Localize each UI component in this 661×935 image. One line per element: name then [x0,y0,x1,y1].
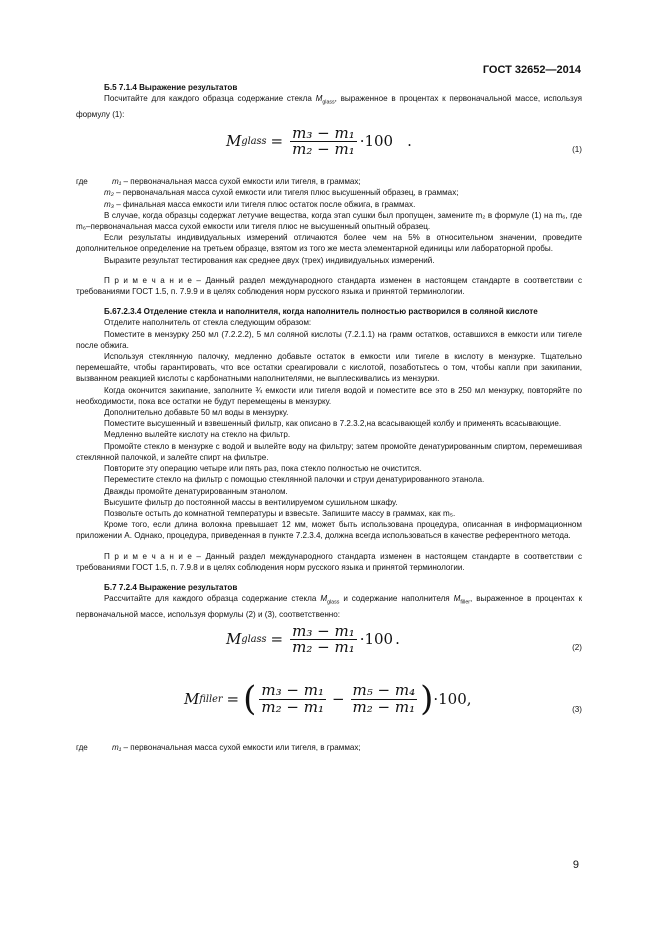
formula-2-number: (2) [572,643,582,653]
definition-m2: m₂ – первоначальная масса сухой емкости или тигеля плюс высушенный образец, в граммах; [104,188,459,198]
b6-paragraph: Поместите в мензурку 250 мл (7.2.2.2), 5 мл соляной кислоты (7.2.1.1) на грамм остатков, оставшихся в емкости или тигеле после обжига. [76,329,582,350]
formula-3-number: (3) [572,705,582,715]
section-b6-title: Б.67.2.3.4 Отделение стекла и наполнителя, когда наполнитель полностью растворился в соляной кислоте [104,307,538,317]
paragraph-deviation: Если результаты индивидуальных измерений отличаются более чем на 5% в относительном значении, проведите дополнительное определение на третьем образце, взятом из того же места элементарной единицы или лабораторной пробы. [76,233,582,254]
b6-paragraph: Промойте стекло в мензурке с водой и вылейте воду на фильтру; затем промойте денатурированным спиртом, перемешивая стеклянной палочкой, и залейте спирт на фильтре. [76,441,582,462]
definition-m1-b7: m₁ – первоначальная масса сухой емкости или тигеля, в граммах; [112,743,361,753]
b6-paragraph: Используя стеклянную палочку, медленно добавьте остаток в емкости или тигеле в кислоту в мензурке. Тщательно перемешайте, чтобы гарантировать, что все остатки среагировали с кислотой, позаботьтесь о том, чтобы капли при закипании, вызванном реакцией кислоты с карбонатными наполнителями, не выплескивались из мензурки. [76,352,582,384]
definition-m1: m₁ – первоначальная масса сухой емкости или тигеля, в граммах; [112,177,361,187]
paragraph-volatile: В случае, когда образцы содержат летучие вещества, когда этап сушки был пропущен, замените m₂ в формуле (1) на m₆, где m₆–первоначальная масса сухой емкости или тигеля плюс не высушенный опытный образец. [76,210,582,232]
b6-paragraph: Дважды промойте денатурированным этанолом. [104,486,288,496]
b6-paragraph: Поместите высушенный и взвешенный фильтр, как описано в 7.2.3.2,на всасывающей колбу и применять всасывающие. [104,419,562,429]
definitions-block-b7: где m₁ – первоначальная масса сухой емкости или тигеля, в граммах; [76,743,361,753]
page-content [76,82,582,753]
definition-m3: m₃ – финальная масса емкости или тигеля плюс остаток после обжига, в граммах. [104,199,416,209]
paragraph-average: Выразите результат тестирования как среднее двух (трех) индивидуальных измерений. [104,255,435,265]
b6-paragraph: Повторите эту операцию четыре или пять раз, пока стекло полностью не очистится. [104,464,422,474]
section-b5-intro: Посчитайте для каждого образца содержание стекла $M_{glass}$, выраженное в процентах к первоначальной массе, используя формулу (1): [76,94,582,120]
page-number: 9 [572,859,579,871]
b6-paragraph: Когда окончится закипание, заполните ¾ емкости или тигеля водой и поместите все это в 250 мл мензурку, повторяйте по необходимости, пока все остатки не будут перемещены в мензурку. [76,385,582,406]
section-b7-title: Б.7 7.2.4 Выражение результатов [104,582,238,592]
b6-paragraph: Переместите стекло на фильтр с помощью стеклянной палочки и струи денатурированного этанола. [104,475,485,485]
b6-paragraph: Высушите фильтр до постоянной массы в вентилируемом сушильном шкафу. [104,497,398,507]
section-b5-title: Б.5 7.1.4 Выражение результатов [104,83,238,92]
formula-2: M glass = $\frac{\text{m₃ − m₁}}{\text{m₂ − m₁}}$ ·100 . (2) [226,622,582,657]
formula-3-fraction-1: $\frac{\text{m₃ − m₁}}{\text{m₂ − m₁}}$ [261,681,324,716]
definitions-block: где m₁ – первоначальная масса сухой емкости или тигеля, в граммах; [76,177,361,187]
b6-paragraph: Дополнительно добавьте 50 мл воды в мензурку. [104,408,289,418]
formula-1-fraction: $\frac{\text{m₃ − m₁}}{\text{m₂ − m₁}}$ [292,124,355,159]
section-b7-intro: Рассчитайте для каждого образца содержание стекла $M_{glass}$ и содержание наполнителя $M_{filler}$, выраженное в процентах к первоначальной массе, используя формулы (2) и (3), соответственно: [76,594,582,619]
formula-1: M glass = $\frac{\text{m₃ − m₁}}{\text{m₂ − m₁}}$ ·100 . (1) [226,124,582,159]
note-b6: П р и м е ч а н и е – Данный раздел международного стандарта изменен в настоящем стандарте в соответствии с требованиями ГОСТ 1.5, п. 7.9.8 и в целях соблюдения норм русского языка и принятой терминологии. [76,551,582,572]
note-b5: П р и м е ч а н и е – Данный раздел международного стандарта изменен в настоящем стандарте в соответствии с требованиями ГОСТ 1.5, п. 7.9.9 и в целях соблюдения норм русского языка и принятой терминологии. [76,275,582,297]
formula-2-fraction: $\frac{\text{m₃ − m₁}}{\text{m₂ − m₁}}$ [292,622,355,657]
standard-code-header: ГОСТ 32652—2014 [482,64,581,76]
formula-3: M filler = ( $\frac{\text{m₃ − m₁}}{\text{m₂ − m₁}}$ − $\frac{\text{m₅ − m₄}}{\text{m₂ − m₁}}$ ) ·100 , (3) [184,679,582,720]
formula-1-lhs: M [226,132,242,151]
formula-1-number: (1) [572,145,582,155]
b6-paragraph: Кроме того, если длина волокна превышает 12 мм, может быть использована процедура, описанная в информационном приложении А. Однако, процедура, приведенная в пункте 7.2.3.4, должна всегда использоваться в качестве референтного метода. [76,520,582,541]
b6-paragraph: Отделите наполнитель от стекла следующим образом: [104,318,312,328]
formula-3-fraction-2: $\frac{\text{m₅ − m₄}}{\text{m₂ − m₁}}$ [352,681,416,716]
b6-paragraph: Медленно вылейте кислоту на стекло на фильтр. [104,430,291,440]
b6-paragraph: Позвольте остыть до комнатной температуры и взвесьте. Запишите массу в граммах, как m₅. [104,508,456,518]
